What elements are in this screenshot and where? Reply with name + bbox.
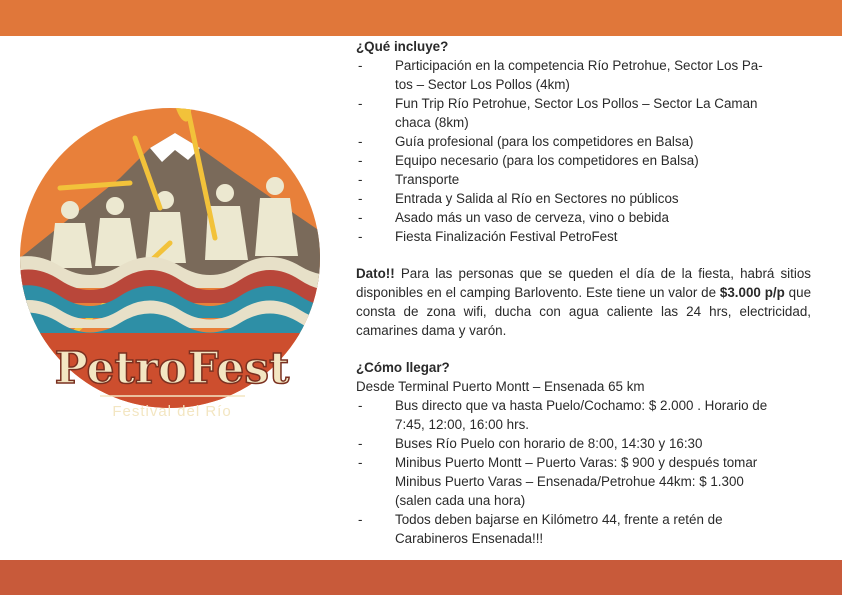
info-content	[356, 37, 811, 548]
list-item: - Fiesta Finalización Festival PetroFest	[358, 229, 618, 244]
list-item: - Participación en la competencia Río Petrohue, Sector Los Pa-	[358, 58, 763, 73]
list-item-continuation: Minibus Puerto Varas – Ensenada/Petrohue 44km: $ 1.300	[395, 474, 744, 489]
petrofest-logo	[0, 88, 350, 448]
list-item: - Asado más un vaso de cerveza, vino o bebida	[358, 210, 669, 225]
list-item: - Fun Trip Río Petrohue, Sector Los Pollos – Sector La Caman	[358, 96, 758, 111]
logo-subtitle: Festival del Río	[112, 403, 232, 420]
list-item: - Entrada y Salida al Río en Sectores no públicos	[358, 191, 679, 206]
list-item-continuation: chaca (8km)	[395, 115, 469, 130]
list-item: - Equipo necesario (para los competidores en Balsa)	[358, 153, 699, 168]
list-item-continuation: tos – Sector Los Pollos (4km)	[395, 77, 570, 92]
logo-title: PetroFest	[54, 343, 290, 394]
includes-heading: ¿Qué incluye?	[356, 39, 449, 54]
list-item-continuation: 7:45, 12:00, 16:00 hrs.	[395, 417, 530, 432]
dato-label: Dato!!	[356, 266, 395, 281]
dato-price: $3.000 p/p	[719, 285, 785, 300]
includes-list	[356, 56, 811, 246]
list-item: - Guía profesional (para los competidores en Balsa)	[358, 134, 694, 149]
directions-intro: Desde Terminal Puerto Montt – Ensenada 65 km	[356, 379, 645, 394]
list-item-continuation: Carabineros Ensenada!!!	[395, 531, 544, 546]
directions-list	[356, 396, 811, 548]
list-item: - Bus directo que va hasta Puelo/Cochamo: $ 2.000 . Horario de	[358, 398, 768, 413]
directions-heading: ¿Cómo llegar?	[356, 360, 450, 375]
dato-paragraph: Dato!! Para las personas que se queden el día de la fiesta, habrá sitios disponibles en el camping Barlovento. Este tiene un valor de $3.000 p/p que consta de zona wifi, ducha con agua caliente las 24 hrs, electricidad, camarines dama y varón.	[356, 266, 812, 338]
list-item: - Transporte	[358, 172, 460, 187]
list-item-continuation: (salen cada una hora)	[395, 493, 526, 508]
bottom-color-band	[0, 560, 842, 595]
list-item: - Buses Río Puelo con horario de 8:00, 14:30 y 16:30	[358, 436, 703, 451]
list-item: - Todos deben bajarse en Kilómetro 44, frente a retén de	[358, 512, 723, 527]
list-item: - Minibus Puerto Montt – Puerto Varas: $ 900 y después tomar	[358, 455, 758, 470]
top-color-band	[0, 0, 842, 36]
